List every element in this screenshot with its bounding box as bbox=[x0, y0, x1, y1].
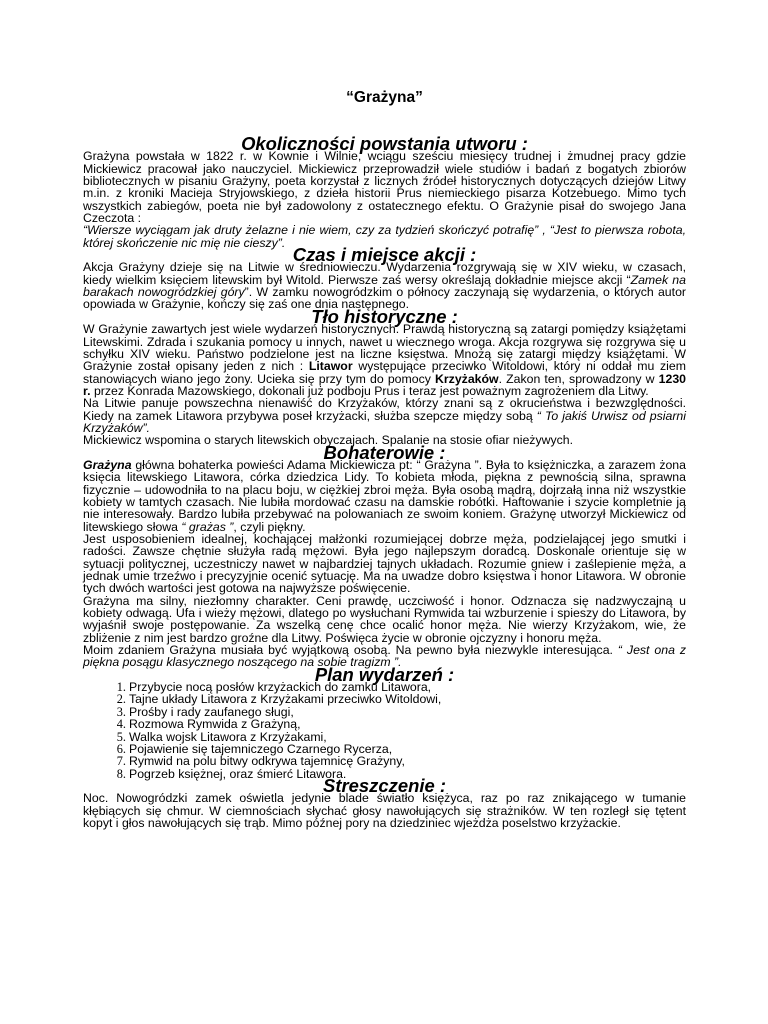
heading-streszczenie: Streszczenie : bbox=[323, 774, 446, 796]
document-page bbox=[83, 88, 686, 829]
heading-tlo: Tło historyczne : bbox=[311, 305, 458, 327]
list-item: 7. Rymwid na polu bitwy odkrywa tajemnicę Grażyny, bbox=[129, 755, 686, 767]
heading-czas: Czas i miejsce akcji : bbox=[292, 244, 477, 266]
list-item: 1. Przybycie nocą posłów krzyżackich do zamku Litawora, bbox=[129, 681, 686, 693]
document-title: “Grażyna” bbox=[346, 89, 423, 106]
paragraph-bohaterowie-2: Jest usposobieniem idealnej, kochającej małżonki rozumiejącej dobrze męża, podzielającej jego smutki i radości. Zawsze chętnie służyła radą mężowi. Była jego najlepszym doradcą. Doskonale orientuje się w sytuacji politycznej, uczestniczy nawet w najbardziej tajnych układach. Rozumie gniew i zaślepienie męża, a jednak umie trzeźwo i precyzyjnie ocenić sytuację. Ma na uwadze dobro księstwa i honor Litawora. W obronie tych dwóch wartości jest gotowa na najwyższe poświęcenie. bbox=[83, 532, 686, 596]
bold-year: 1230 r. bbox=[83, 371, 687, 398]
heading-bohaterowie: Bohaterowie : bbox=[323, 441, 446, 463]
plan-list bbox=[83, 681, 686, 780]
list-item: 6. Pojawienie się tajemniczego Czarnego Rycerza, bbox=[129, 743, 686, 755]
bold-litawor: Litawor bbox=[308, 359, 353, 374]
quote-grazas: “ grażas ” bbox=[181, 519, 234, 534]
list-item: 2. Tajne układy Litawora z Krzyżakami przeciwko Witoldowi, bbox=[129, 693, 686, 705]
paragraph-bohaterowie-3: Grażyna ma silny, niezłomny charakter. Ceni prawdę, uczciwość i honor. Odznacza się nadzwyczajną u kobiety odwagą. Ufa i wieży mężowi, dlatego po wysłuchani Rymwida tai wzburzenie i spieszy do Litawora, by wyjaśnił swoje postępowanie. Za wszelką cenę chce ocalić honor męża. Nie wierzy Krzyżakom, wie, że zbliżenie z nim jest bardzo groźne dla Litwy. Poświęca życie w obronie ojczyzny i honoru męża. bbox=[83, 593, 686, 645]
paragraph-bohaterowie-4: Moim zdaniem Grażyna musiała być wyjątkową osobą. Na pewno była niezwykle interesująca. “ Jest ona z piękna posągu klasycznego noszącego na sobie tragizm ”. bbox=[83, 643, 686, 670]
paragraph-streszczenie: Noc. Nowogródzki zamek oświetla jedynie blade światło księżyca, raz po raz znikającego w tumanie kłębiących się chmur. W ciemnościach słychać głosy nawołujących się strażników. W ten rozległ się tętent kopyt i głos nawołujących się trąb. Mimo późnej pory na dziedziniec wjeżdża poselstwo krzyżackie. bbox=[83, 791, 686, 830]
list-item: 5. Walka wojsk Litawora z Krzyżakami, bbox=[129, 731, 686, 743]
list-item: 3. Prośby i rady zaufanego sługi, bbox=[129, 706, 686, 718]
list-item: 4. Rozmowa Rymwida z Grażyną, bbox=[129, 718, 686, 730]
paragraph-tlo-1: W Grażynie zawartych jest wiele wydarzeń historycznych. Prawdą historyczną są zatargi pomiędzy książętami Litewskimi. Zdrada i szukania pomocy u innych, nawet u wiecznego wroga. Akcja rozgrywa się rozgrywa się u schyłku XIV wieku. Państwo podzielone jest na liczne księstwa. Mnożą się zatargi między książętami. W Grażynie został opisany jeden z nich : Litawor występujące przeciwko Witoldowi, który ni oddał mu ziem stanowiących wiano jego żony. Ucieka się przy tym do pomocy Krzyżaków. Zakon ten, sprowadzony w 1230 r. przez Konrada Mazowskiego, dokonali już podboju Prus i teraz jest poważnym zagrożeniem dla Litwy. bbox=[83, 322, 687, 398]
quote-urwisz: “ To jakiś Urwisz od psiarni Krzyżaków”. bbox=[83, 408, 686, 435]
paragraph-tlo-3: Mickiewicz wspomina o starych litewskich obyczajach. Spalanie na stosie ofiar nieżywych. bbox=[83, 433, 574, 448]
paragraph-czas: Akcja Grażyny dzieje się na Litwie w średniowieczu. Wydarzenia rozgrywają się w XIV wieku, w czasach, kiedy wielkim księciem litewskim był Witold. Pierwsze zaś wersy określają dokładnie miejsce akcji “Zamek na barakach nowogródzkiej góry”. W zamku nowogródzkim o północy zaczynają się wydarzenia, o których autor opowiada w Grażynie, kończy się zaś one dnia następnego. bbox=[83, 260, 686, 312]
paragraph-tlo-2: Na Litwie panuje powszechna nienawiść do Krzyżaków, którzy znani są z okrucieństwa i bezwzględności. Kiedy na zamek Litawora przybywa poseł krzyżacki, służba szepcze między sobą “ To jakiś Urwisz od psiarni Krzyżaków”. bbox=[83, 396, 686, 435]
bold-grazyna: Grażyna bbox=[83, 457, 132, 472]
heading-plan: Plan wydarzeń : bbox=[314, 663, 455, 685]
quote-posag: “ Jest ona z piękna posągu klasycznego noszącego na sobie tragizm ”. bbox=[83, 643, 686, 670]
paragraph-bohaterowie-1: Grażyna główna bohaterka powieści Adama Mickiewicza pt: “ Grażyna ”. Była to księżniczka, a zarazem żona księcia litewskiego Litawora, córka dziedzica Lidy. To kobieta młoda, piękna z pewnością silna, sprawna fizycznie – udowodniła to na placu boju, w ciężkiej zbroi męża. Była osobą mądrą, dojrzałą inna niż wszystkie kobiety w tamtych czasach. Nie lubiła mordować czasu na damskie robótki. Haftowanie i szycie kompletnie ją nie interesowały. Bardzo lubiła przebywać na polowaniach ze swoim koniem. Grażynę utworzył Mickiewicz od litewskiego słowa “ grażas ”, czyli piękny. bbox=[83, 457, 686, 534]
bold-krzyzakow: Krzyżaków bbox=[435, 371, 499, 386]
quote-zamek: Zamek na barakach nowogródzkiej góry bbox=[83, 272, 686, 300]
quote-text: “Wiersze wyciągam jak druty żelazne i nie wiem, czy za tydzień skończyć potrafię” , “Jest to pierwsza robota, której skończenie nic mię nie cieszy”. bbox=[83, 223, 686, 250]
paragraph-okolicznosci: Grażyna powstała w 1822 r. w Kownie i Wilnie, wciągu sześciu miesięcy trudnej i żmudnej pracy gdzie Mickiewicz pracował jako nauczyciel. Mickiewicz przeprowadził wiele studiów i badań z bogatych zbiorów bibliotecznych w pisaniu Grażyny, poeta korzystał z licznych źródeł historycznych dotyczących dziejów Litwy m.in. z kroniki Macieja Stryjowskiego, z dzieła historii Prus niemieckiego pisarza Kotzebuego. Mimo tych wszystkich zabiegów, poeta nie był zadowolony z ostatecznego efektu. O Grażynie pisał do swojego Jana Czeczota : bbox=[83, 149, 686, 226]
heading-okolicznosci: Okoliczności powstania utworu : bbox=[241, 133, 528, 154]
list-item: 8. Pogrzeb księżnej, oraz śmierć Litawora. bbox=[129, 768, 686, 780]
